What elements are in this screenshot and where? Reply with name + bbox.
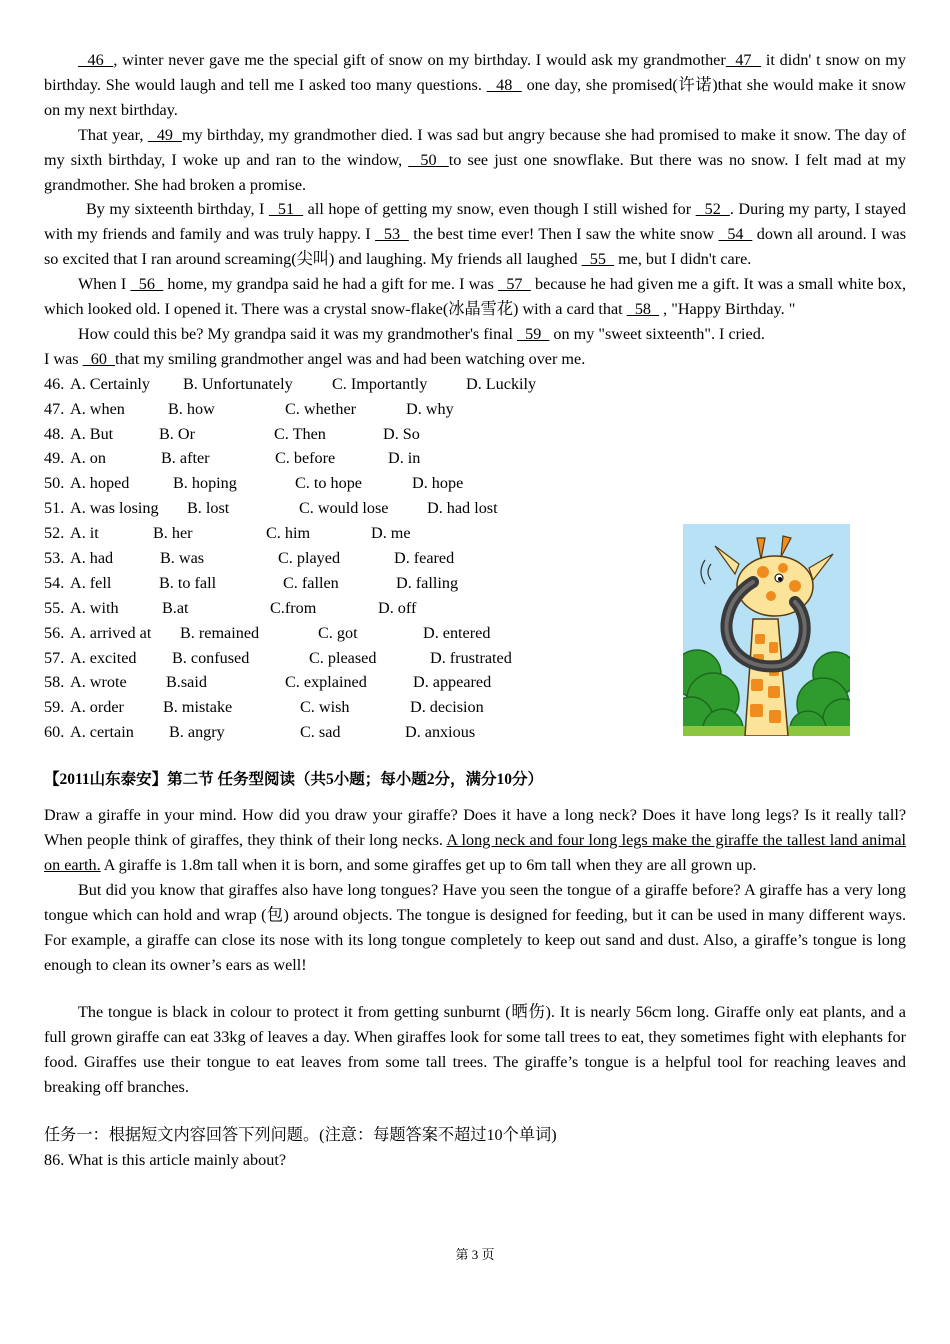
option-row-51 [44, 496, 906, 521]
option-a: A. wrote [70, 673, 127, 692]
task-title: 任务一：根据短文内容回答下列问题。(注意：每题答案不超过10个单词) [44, 1126, 557, 1145]
cloze-text: because he had given me a gift. It was a small white box, which looked old. I opened it. There was a crystal snow-flake(冰晶雪花) with a card that [44, 275, 907, 319]
page-number: 第 3 页 [455, 1247, 495, 1262]
option-d: D. appeared [413, 673, 492, 692]
underlined-sentence: A long neck and four long legs make the giraffe the tallest land animal on earth. [44, 831, 907, 874]
option-b: B. Or [159, 424, 195, 443]
giraffe-illustration [683, 524, 850, 736]
section-title: 【2011山东泰安】第二节 任务型阅读（共5小题；每小题2分，满分10分） [44, 771, 544, 789]
option-a: A. on [70, 449, 106, 468]
option-d: D. had lost [427, 499, 498, 518]
option-b: B.at [162, 598, 189, 617]
blank-57: 57 [497, 275, 531, 294]
blank-56: 56 [130, 275, 164, 294]
option-b: B.said [166, 673, 207, 692]
cloze-paragraph-4 [44, 272, 906, 322]
option-c: C. to hope [295, 474, 362, 493]
cloze-text: That year, [78, 125, 148, 144]
option-d: D. why [406, 399, 454, 418]
cloze-text: one day, she promised(许诺)that she would make it snow on my next birthday. [44, 75, 906, 119]
option-d: D. off [378, 598, 417, 617]
blank-59: 59 [517, 324, 550, 343]
option-a: A. hoped [70, 474, 130, 493]
question-number: 53. [44, 549, 65, 568]
question-number: 50. [44, 474, 65, 493]
option-row-49 [44, 446, 906, 471]
cloze-text: . During my party, I stayed with my friends and family and was truly happy. I [44, 200, 907, 244]
cloze-text: I was [44, 349, 83, 368]
option-row-46 [44, 372, 906, 397]
blank-46: 46 [78, 51, 114, 69]
option-d: D. feared [394, 549, 455, 568]
option-d: D. falling [396, 573, 459, 592]
option-c: C. got [318, 623, 358, 642]
blank-58: 58 [626, 300, 660, 319]
option-c: C. explained [285, 673, 367, 692]
option-b: B. was [160, 549, 205, 568]
reading-paragraph-1 [44, 803, 906, 878]
cloze-paragraph-3 [44, 197, 906, 272]
option-c: C. fallen [283, 573, 339, 592]
cloze-text: my birthday, my grandmother died. I was sad but angry because she had promised to make it snow. The day of my sixth birthday, I woke up and ran to the window, [44, 125, 907, 169]
question-number: 57. [44, 648, 65, 667]
blank-60: 60 [82, 349, 116, 368]
reading-paragraph-3: The tongue is black in colour to protect it from getting sunburnt (晒伤). It is nearly 56cm long. Giraffe only eat plants, and a full grown giraffe can eat 33kg of leaves a day. When giraffes look for some tall trees to eat, they sometimes fight with elephants for food. Giraffes use their tongue to eat leaves from some tall trees. The giraffe’s tongue is a helpful tool for reaching leaves and breaking off branches. [44, 1003, 906, 1097]
option-a: A. it [70, 524, 99, 543]
cloze-text: How could this be? My grandpa said it was my grandmother's final [78, 324, 517, 343]
cloze-text: it didn' t snow on my birthday. She would laugh and tell me I asked too many questions. [44, 51, 906, 94]
option-c: C. whether [285, 399, 357, 418]
option-row-50 [44, 471, 906, 496]
option-b: B. confused [172, 648, 250, 667]
option-d: D. Luckily [466, 374, 537, 393]
option-a: A. arrived at [70, 623, 152, 642]
cloze-text: home, my grandpa said he had a gift for me. I was [163, 275, 498, 294]
question-number: 55. [44, 598, 65, 617]
cloze-text: , "Happy Birthday. " [659, 300, 796, 319]
cloze-text: that my smiling grandmother angel was and had been watching over me. [115, 349, 586, 368]
option-d: D. anxious [405, 723, 476, 742]
cloze-text: down all around. I was so excited that I ran around screaming(尖叫) and laughing. My friends all laughed [44, 225, 907, 269]
option-a: A. fell [70, 573, 112, 592]
question-number: 49. [44, 449, 65, 468]
question-number: 51. [44, 499, 65, 518]
cloze-text: me, but I didn't care. [614, 250, 752, 269]
cloze-text: all hope of getting my snow, even though I still wished for [303, 200, 696, 219]
cloze-text: By my sixteenth birthday, I [86, 200, 269, 219]
question-number: 59. [44, 698, 65, 717]
blank-51: 51 [268, 200, 304, 219]
cloze-paragraph-5 [44, 322, 906, 347]
cloze-text: When I [78, 275, 131, 294]
question-86: 86. What is this article mainly about? [44, 1151, 287, 1170]
option-b: B. lost [187, 499, 230, 518]
option-c: C. him [266, 524, 311, 543]
cloze-text: to see just one snowflake. But there was no snow. I felt mad at my grandmother. She had broken a promise. [44, 150, 907, 194]
option-a: A. certain [70, 723, 134, 742]
question-number: 60. [44, 723, 65, 742]
option-b: B. her [153, 524, 193, 543]
question-number: 56. [44, 623, 65, 642]
option-a: A. with [70, 598, 119, 617]
option-d: D. So [383, 424, 420, 443]
option-b: B. after [161, 449, 210, 468]
reading-text: A giraffe is 1.8m tall when it is born, and some giraffes get up to 6m tall when they are all grown up. [100, 855, 757, 874]
option-b: B. hoping [173, 474, 237, 493]
question-number: 47. [44, 399, 65, 418]
cloze-paragraph-1 [44, 48, 906, 123]
option-b: B. mistake [163, 698, 233, 717]
option-c: C. played [278, 549, 341, 568]
option-d: D. me [371, 524, 411, 543]
option-a: A. when [70, 399, 125, 418]
option-a: A. order [70, 698, 124, 717]
option-d: D. entered [423, 623, 491, 642]
blank-53: 53 [375, 225, 409, 244]
option-d: D. decision [410, 698, 484, 717]
option-a: A. excited [70, 648, 137, 667]
cloze-paragraph-2 [44, 123, 906, 198]
blank-52: 52 [695, 200, 730, 219]
cloze-paragraph-6 [44, 347, 906, 372]
question-number: 54. [44, 573, 65, 592]
option-d: D. in [388, 449, 421, 468]
blank-50: 50 [408, 150, 449, 169]
option-c: C. sad [300, 723, 341, 742]
option-c: C. Then [274, 424, 326, 443]
option-c: C. would lose [299, 499, 389, 518]
option-b: B. angry [169, 723, 225, 742]
reading-paragraph-2: But did you know that giraffes also have long tongues? Have you seen the tongue of a giraffe before? A giraffe has a very long tongue which can hold and wrap (包) around objects. The tongue is designed for feeding, but it can be used in many different ways. For example, a giraffe can close its nose with its long tongue completely to keep out sand and dust. Also, a giraffe’s tongue is long enough to clean its owner’s ears as well! [44, 880, 906, 974]
option-a: A. had [70, 549, 114, 568]
option-c: C. pleased [309, 648, 377, 667]
blank-55: 55 [581, 250, 615, 269]
option-b: B. to fall [159, 573, 217, 592]
option-a: A. Certainly [70, 374, 151, 393]
cloze-text: the best time ever! Then I saw the white snow [408, 225, 719, 244]
blank-47: 47 [725, 51, 762, 69]
question-number: 52. [44, 524, 65, 543]
blank-54: 54 [718, 225, 753, 244]
option-c: C. Importantly [332, 374, 428, 393]
question-number: 58. [44, 673, 65, 692]
cloze-text: on my "sweet sixteenth". I cried. [549, 324, 765, 343]
question-number: 48. [44, 424, 65, 443]
reading-text: Draw a giraffe in your mind. How did you draw your giraffe? Does it have a long neck? Does it have long legs? Is it really tall? When people think of giraffes, they think of their long necks. [44, 806, 906, 850]
option-c: C. wish [300, 698, 350, 717]
option-a: A. But [70, 424, 114, 443]
option-d: D. frustrated [430, 648, 512, 667]
option-a: A. was losing [70, 499, 159, 518]
option-b: B. remained [180, 623, 260, 642]
option-b: B. Unfortunately [183, 374, 293, 393]
option-d: D. hope [412, 474, 464, 493]
question-number: 46. [44, 374, 65, 393]
option-row-48 [44, 422, 906, 447]
option-c: C. before [275, 449, 336, 468]
option-b: B. how [168, 399, 215, 418]
cloze-text: , winter never gave me the special gift of snow on my birthday. I would ask my grandmother [113, 51, 726, 69]
blank-48: 48 [486, 75, 522, 94]
blank-49: 49 [147, 125, 182, 144]
option-row-47 [44, 397, 906, 422]
option-c: C.from [270, 598, 317, 617]
